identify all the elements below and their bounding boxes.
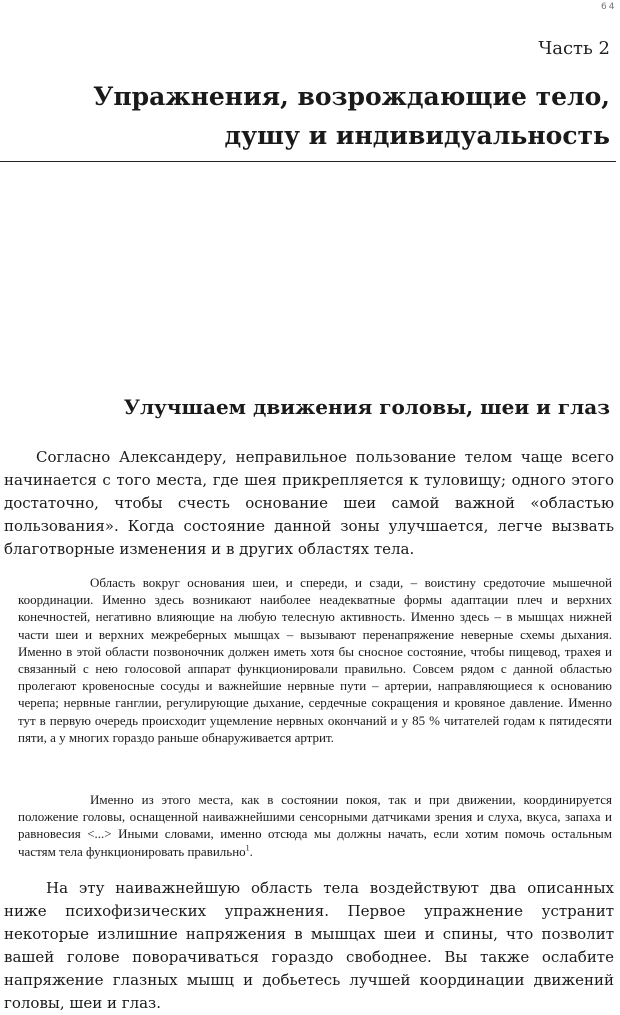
section-title: Улучшаем движения головы, шеи и глаз (123, 395, 610, 419)
footnote-marker[interactable]: 1 (245, 843, 250, 853)
quote-2-text: Именно из этого места, как в состоянии покоя, так и при движении, координируется положение головы, оснащенной наиважнейшими сенсорными датчиками зрения и слуха, вкуса, запаха и равновесия <...> Иными словами, именно отсюда мы должны начать, если хотим помочь остальным частям тела функционировать правильно (18, 792, 612, 859)
quote-paragraph-1: Область вокруг основания шеи, и спереди, и сзади, – воистину средоточие мышечной координации. Именно здесь возникают наиболее неадекватные формы адаптации плеч и верхних конечностей, негативно влияющие на любую телесную активность. Именно здесь – в мышцах нижней части шеи и верхних межреберных мышцах – вызывают перенапряжение неверные схемы дыхания. Именно в этой области позвоночник должен иметь хотя бы сносное состояние, чтобы пищевод, трахея и связанный с нею голосовой аппарат функционировали правильно. Совсем рядом с данной областью пролегают кровеносные сосуды и важнейшие нервные пути – артерии, направляющиеся к основанию черепа; нервные ганглии, регулирующие дыхание, сердечные сокращения и кровяное давление. Именно тут в первую очередь происходит ущемление нервных окончаний и у 85 % читателей годам к пятидесяти пяти, а у многих гораздо раньше обнаруживается артрит. (18, 575, 612, 745)
body-paragraph-1: Согласно Александеру, неправильное пользование телом чаще всего начинается с того места, где шея прикрепляется к туловищу; одного этого достаточно, чтобы счесть основание шеи самой важной «областью пользования». Когда состояние данной зоны улучшается, легче вызвать благотворные изменения и в других областях тела. (4, 448, 614, 558)
chapter-title-line-2: душу и индивидуальность (224, 121, 610, 150)
page-number: 64 (601, 2, 617, 12)
chapter-title-line-1: Упражнения, возрождающие тело, (93, 82, 610, 111)
body-paragraph-2: На эту наиважнейшую область тела воздействуют два описанных ниже психофизических упражнения. Первое упражнение устранит некоторые излишние напряжения в мышцах шеи и спины, что позволит вашей голове поворачиваться гораздо свободнее. Вы также ослабите напряжение глазных мышц и добьетесь лучшей координации движений головы, шеи и глаз. (4, 879, 614, 1012)
title-rule (0, 161, 616, 162)
quote-2-end: . (249, 843, 253, 859)
part-label: Часть 2 (538, 38, 610, 59)
quote-paragraph-2 (18, 791, 612, 860)
chapter-title (50, 77, 610, 155)
